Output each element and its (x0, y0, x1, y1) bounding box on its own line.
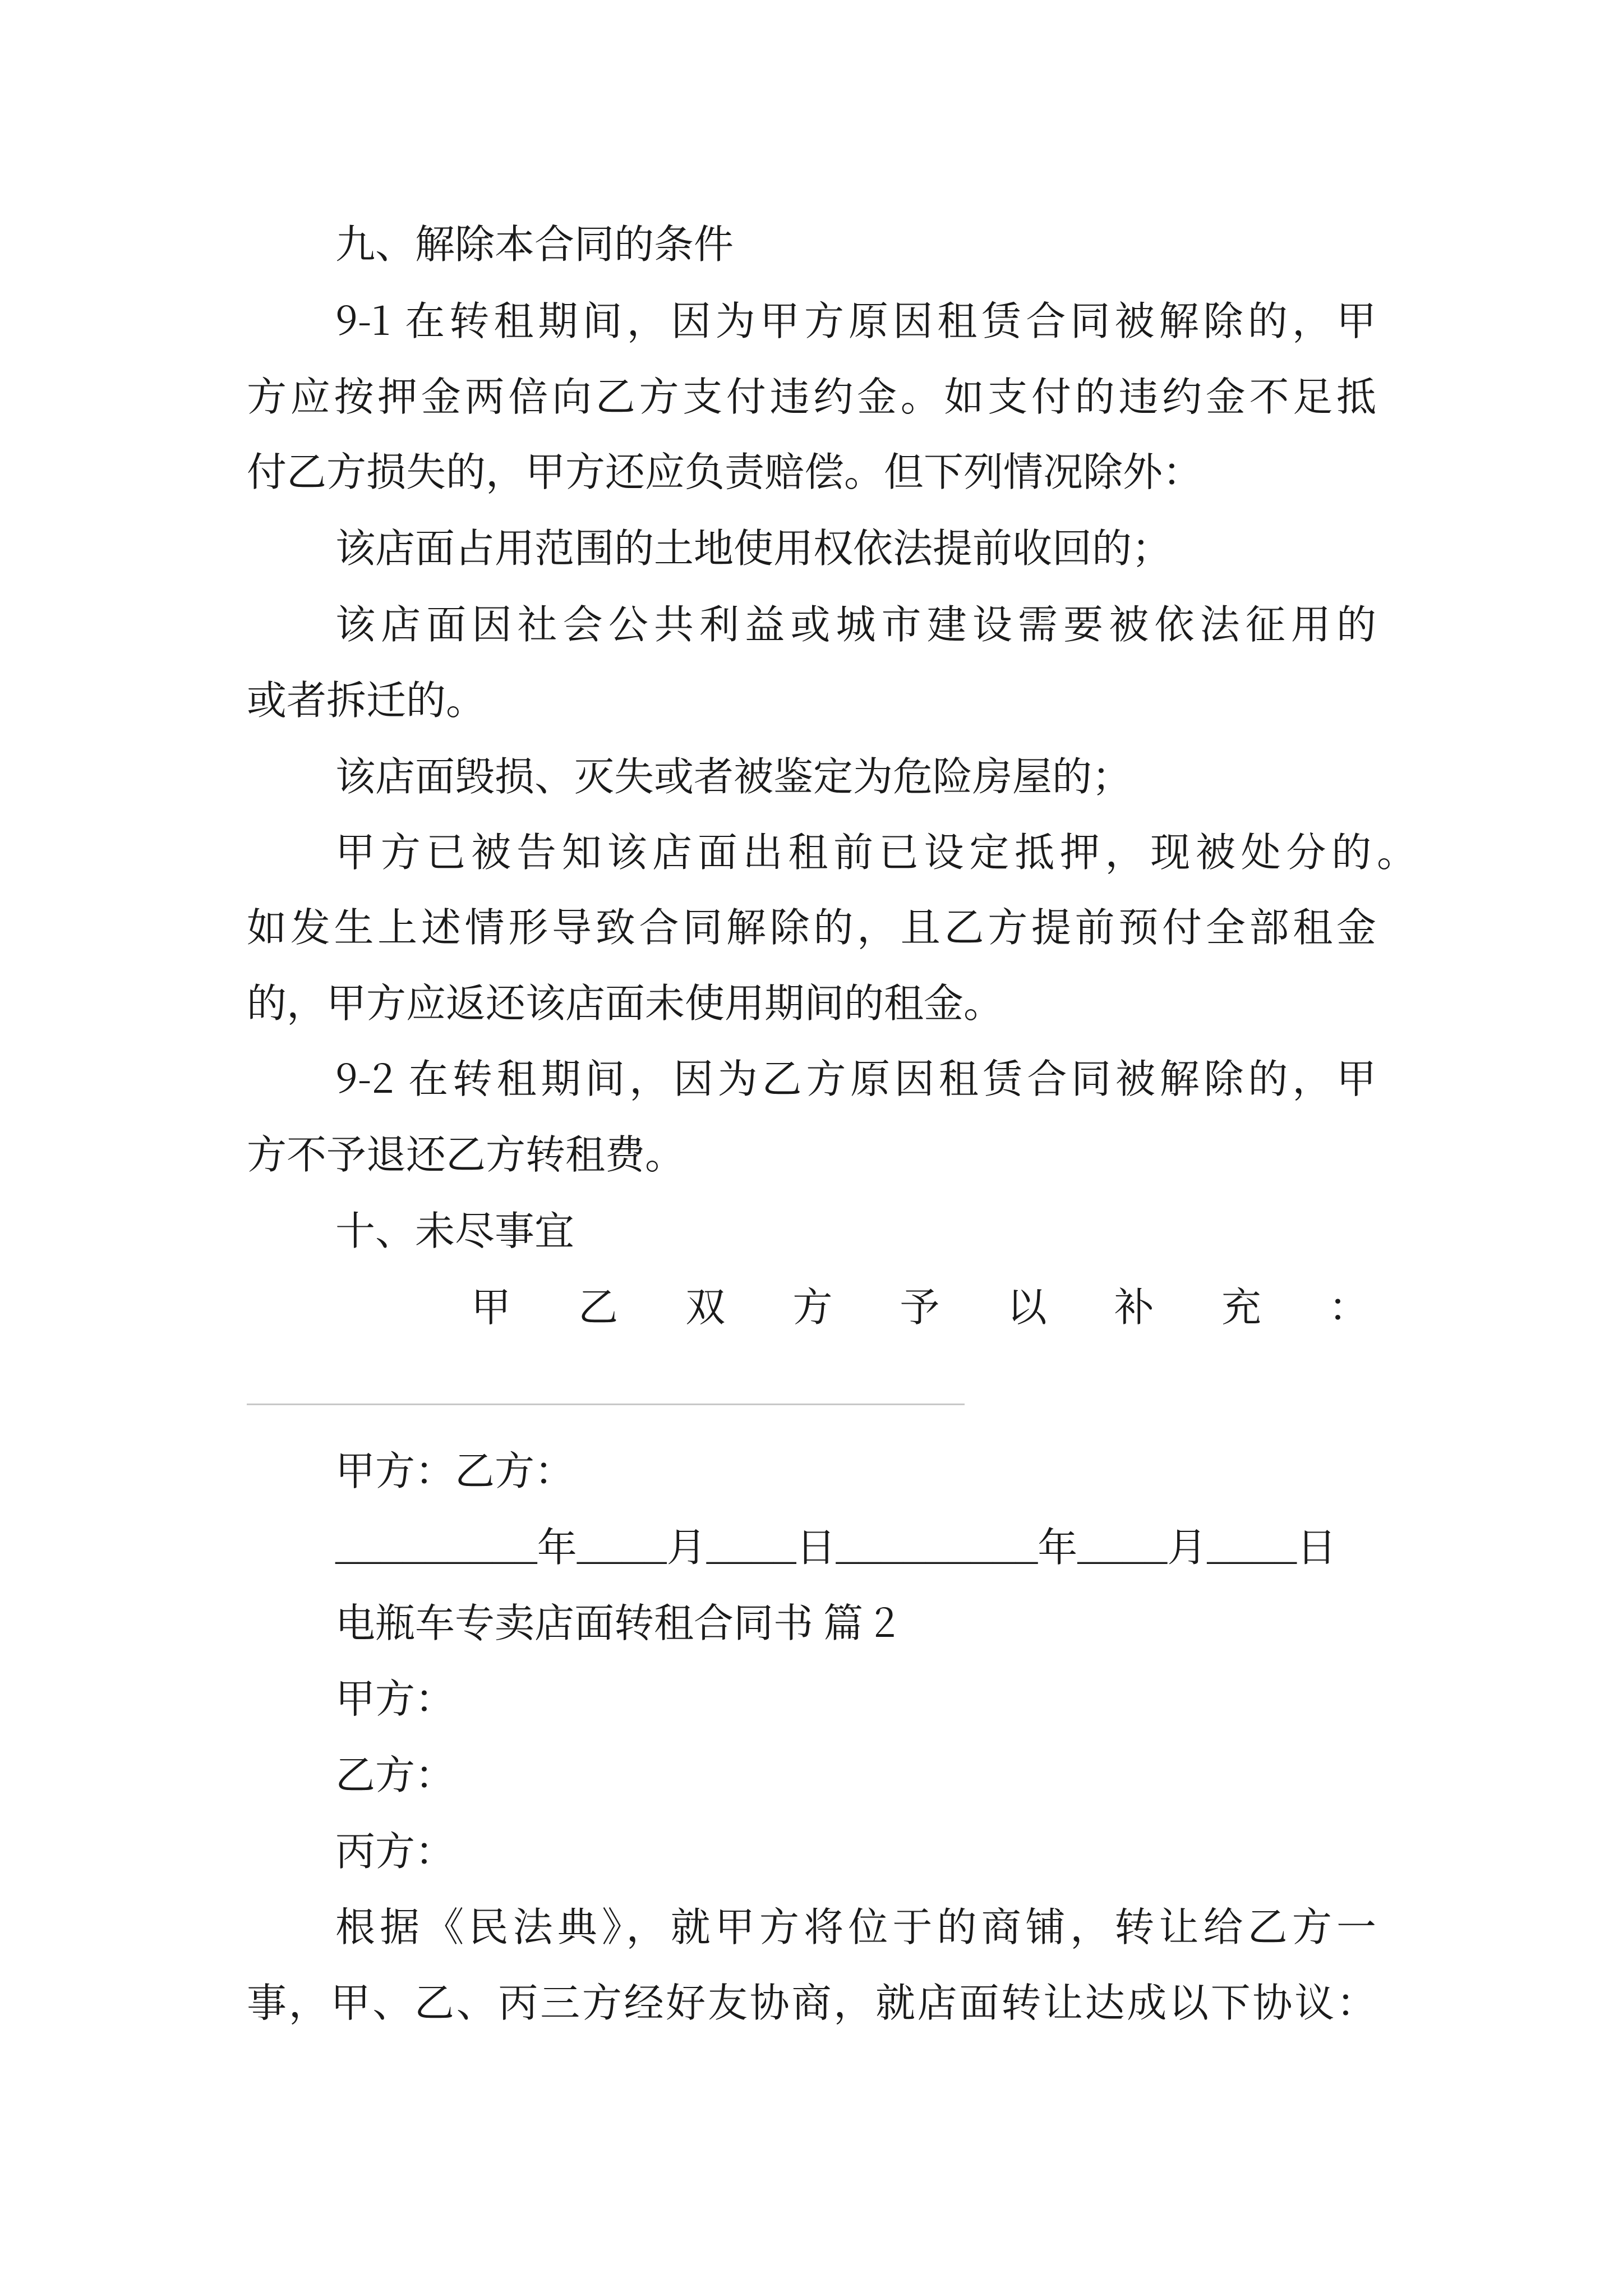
party-b-line: 乙方： (335, 1743, 455, 1801)
paragraph-line: 如发生上述情形导致合同解除的，且乙方提前预付全部租金 (247, 896, 1376, 953)
party-a-line: 甲方： (335, 1667, 455, 1724)
paragraph-line: 9-2 在转租期间，因为乙方原因租赁合同被解除的，甲 (335, 1047, 1376, 1105)
supplement-line: 甲 乙 双 方 予 以 补 充 ： (471, 1276, 1368, 1333)
signature-date-line: _________年____月____日_________年____月____日 (335, 1516, 1337, 1573)
paragraph-line: 9-1 在转租期间，因为甲方原因租赁合同被解除的，甲 (335, 289, 1376, 347)
party-c-line: 丙方： (335, 1820, 455, 1877)
paragraph-line: 甲方已被告知该店面出租前已设定抵押，现被处分的。 (335, 821, 1417, 878)
paragraph-line: 方不予退还乙方转租费。 (247, 1123, 685, 1180)
document-section-title: 电瓶车专卖店面转租合同书 篇 2 (335, 1591, 896, 1649)
paragraph-line: 付乙方损失的，甲方还应负责赔偿。但下列情况除外： (247, 440, 1203, 498)
section-heading-termination-conditions: 九、解除本合同的条件 (335, 213, 734, 270)
paragraph-line: 根据《民法典》，就甲方将位于的商铺，转让给乙方一 (335, 1895, 1376, 1953)
paragraph-line: 该店面毁损、灭失或者被鉴定为危险房屋的； (335, 745, 1132, 802)
paragraph-line: 该店面占用范围的土地使用权依法提前收回的； (335, 517, 1172, 574)
paragraph-line: 的，甲方应返还该店面未使用期间的租金。 (247, 972, 1004, 1029)
paragraph-line: 事，甲、乙、丙三方经好友协商，就店面转让达成以下协议： (247, 1971, 1376, 2028)
paragraph-line: 或者拆迁的。 (247, 669, 486, 726)
section-heading-other-matters: 十、未尽事宜 (335, 1199, 575, 1257)
paragraph-line: 该店面因社会公共利益或城市建设需要被依法征用的 (335, 593, 1376, 650)
signature-parties-line: 甲方：乙方： (335, 1439, 575, 1497)
supplement-fill-line (247, 1404, 965, 1405)
paragraph-line: 方应按押金两倍向乙方支付违约金。如支付的违约金不足抵 (247, 365, 1376, 422)
